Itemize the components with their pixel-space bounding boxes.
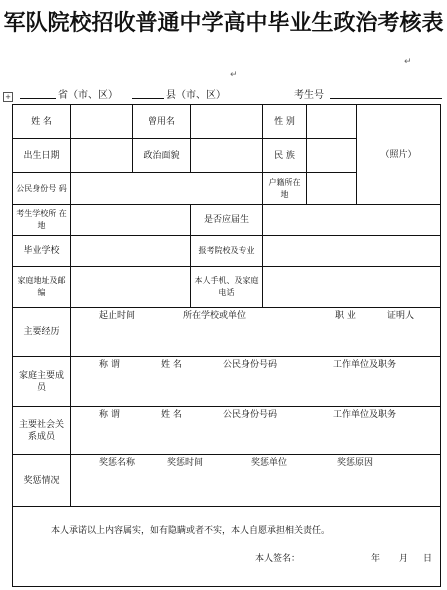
apply-value[interactable]: [263, 236, 441, 267]
school-location-value[interactable]: [71, 205, 191, 236]
col-header: 称 谓: [99, 360, 120, 370]
gender-value[interactable]: [307, 105, 357, 139]
phone-value[interactable]: [263, 267, 441, 308]
gender-label: 性 别: [263, 105, 307, 139]
graduate-value[interactable]: [263, 205, 441, 236]
social-area[interactable]: [71, 407, 441, 455]
col-header: 证明人: [387, 311, 415, 321]
month-label: 月: [399, 554, 409, 564]
col-header: 姓 名: [161, 410, 182, 420]
col-header: 奖惩单位: [251, 458, 288, 468]
ethnic-value[interactable]: [307, 139, 357, 173]
experience-area[interactable]: [71, 308, 441, 357]
address-value[interactable]: [71, 267, 191, 308]
form-header: [20, 86, 440, 100]
alias-label: 曾用名: [133, 105, 191, 139]
rewards-label: 奖惩情况: [13, 455, 71, 507]
col-header: 起止时间: [99, 311, 136, 321]
year-label: 年: [371, 554, 381, 564]
family-area[interactable]: [71, 357, 441, 407]
county-label: 县（市、区）: [166, 90, 226, 101]
col-header: 奖惩原因: [337, 458, 374, 468]
photo-label: （照片）: [380, 149, 417, 160]
political-label: 政治面貌: [133, 139, 191, 173]
col-header: 所在学校或单位: [183, 311, 247, 321]
birth-label: 出生日期: [13, 139, 71, 173]
school-location-label: 考生学校所 在 地: [13, 205, 71, 236]
form-title: 军队院校招收普通中学高中毕业生政治考核表: [3, 11, 444, 36]
col-header: 奖惩时间: [167, 458, 204, 468]
pledge-text: 本人承诺以上内容属实，如有隐瞒或者不实，本人自愿承担相关责任。: [51, 526, 331, 536]
grad-school-label: 毕业学校: [13, 236, 71, 267]
col-header: 工作单位及职务: [333, 410, 397, 420]
exam-no-label: 考生号: [294, 90, 324, 101]
name-label: 姓 名: [13, 105, 71, 139]
hukou-value[interactable]: [307, 173, 357, 205]
col-header: 称 谓: [99, 410, 120, 420]
alias-value[interactable]: [191, 105, 263, 139]
ethnic-label: 民 族: [263, 139, 307, 173]
political-review-table: [12, 104, 441, 587]
apply-label: 报考院校及专业: [191, 236, 263, 267]
graduate-label: 是否应届生: [191, 205, 263, 236]
photo-box[interactable]: [357, 105, 441, 205]
pledge-area: [13, 507, 441, 587]
col-header: 姓 名: [161, 360, 182, 370]
id-card-value[interactable]: [71, 173, 263, 205]
phone-label: 本人手机、及家庭电话: [191, 267, 263, 308]
id-card-label: 公民身份号 码: [13, 173, 71, 205]
county-underline[interactable]: [132, 98, 164, 99]
social-label: 主要社会关系成员: [13, 407, 71, 455]
paragraph-mark: ↵: [404, 57, 412, 67]
col-header: 工作单位及职务: [333, 360, 397, 370]
province-underline[interactable]: [20, 98, 56, 99]
col-header: 职 业: [335, 311, 356, 321]
name-value[interactable]: [71, 105, 133, 139]
table-move-handle-icon[interactable]: +: [3, 92, 13, 102]
experience-label: 主要经历: [13, 308, 71, 357]
col-header: 奖惩名称: [99, 458, 136, 468]
exam-no-underline[interactable]: [330, 98, 442, 99]
day-label: 日: [423, 554, 433, 564]
family-label: 家庭主要成 员: [13, 357, 71, 407]
grad-school-value[interactable]: [71, 236, 191, 267]
birth-value[interactable]: [71, 139, 133, 173]
col-header: 公民身份号码: [223, 360, 278, 370]
rewards-area[interactable]: [71, 455, 441, 507]
hukou-label: 户籍所在 地: [263, 173, 307, 205]
province-label: 省（市、区）: [58, 90, 118, 101]
political-value[interactable]: [191, 139, 263, 173]
col-header: 公民身份号码: [223, 410, 278, 420]
address-label: 家庭地址及邮编: [13, 267, 71, 308]
paragraph-mark: ↵: [230, 70, 238, 80]
signature-label: 本人签名：: [255, 554, 301, 564]
